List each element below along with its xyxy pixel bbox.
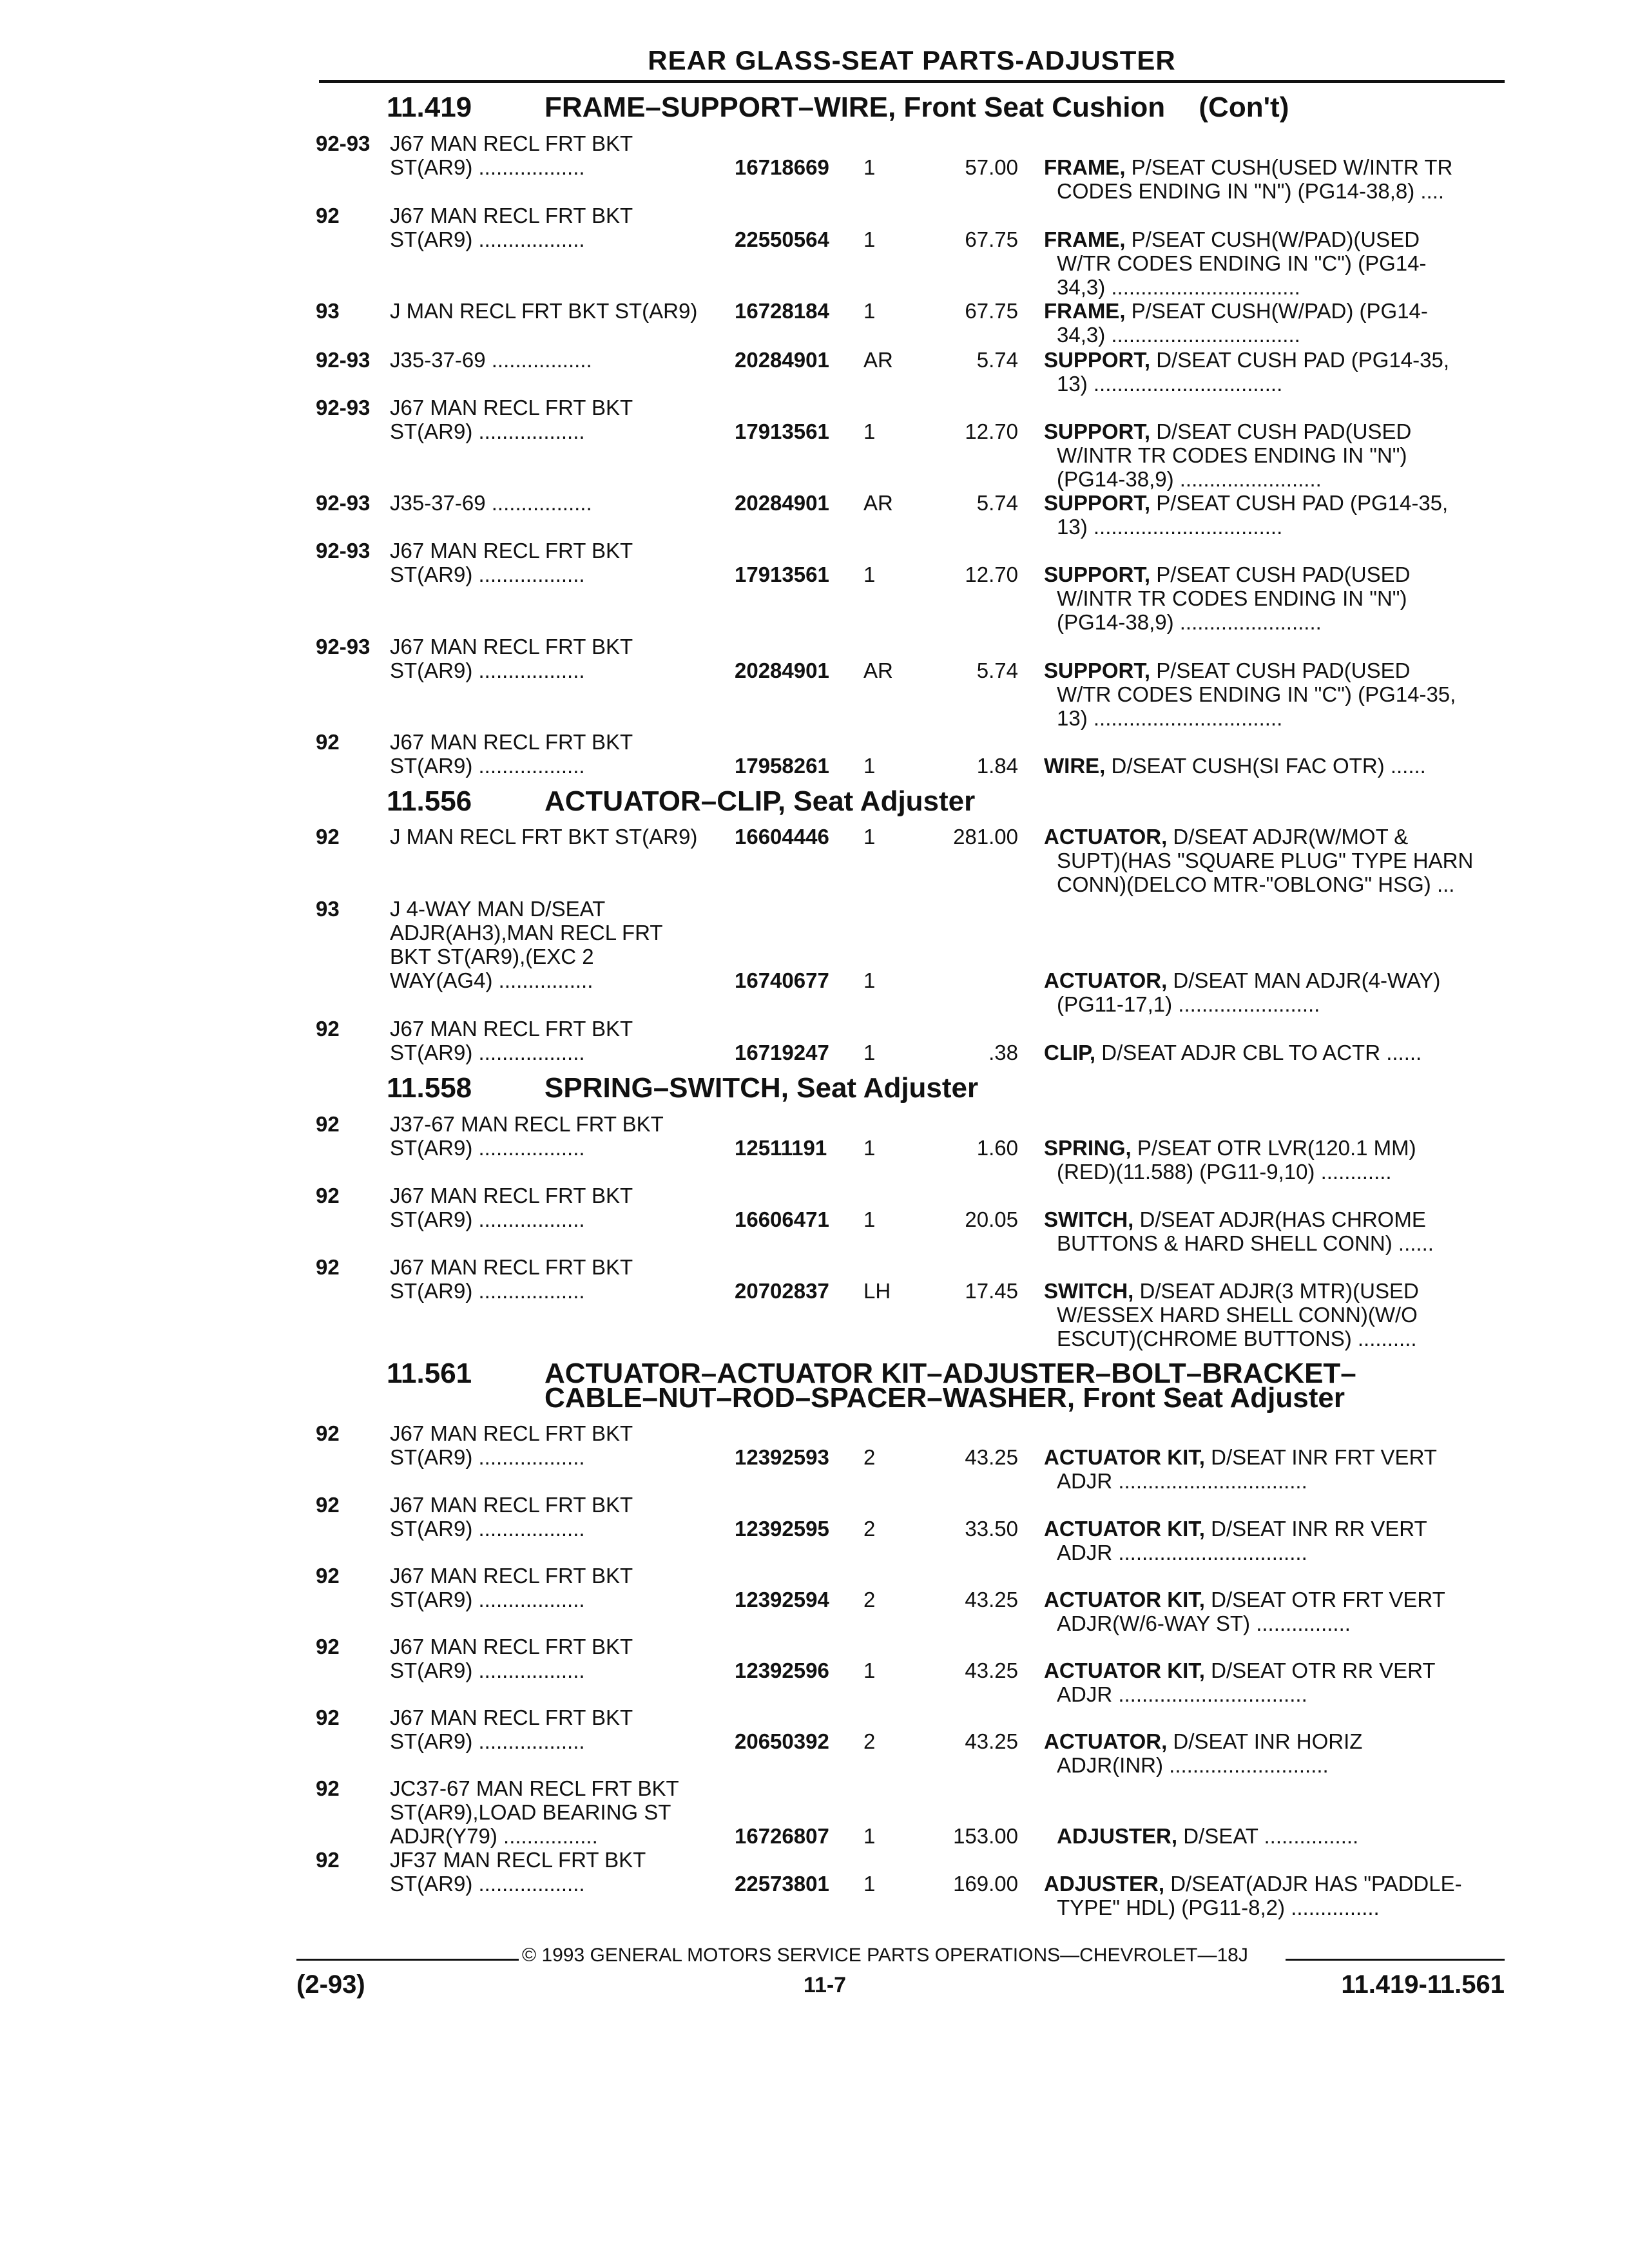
- section-title-line2: CABLE–NUT–ROD–SPACER–WASHER, Front Seat Adjuster: [545, 1382, 1345, 1414]
- description-line: SUPPORT, P/SEAT CUSH PAD(USED: [1044, 658, 1411, 682]
- description-line: ADJR(W/6-WAY ST) ................: [1057, 1611, 1351, 1635]
- section-title: SPRING–SWITCH, Seat Adjuster: [545, 1072, 979, 1104]
- description-line: SPRING, P/SEAT OTR LVR(120.1 MM): [1044, 1136, 1416, 1160]
- model-line: ST(AR9) ..................: [390, 1872, 585, 1896]
- quantity: 1: [863, 1872, 876, 1896]
- description-line: W/TR CODES ENDING IN "C") (PG14-35,: [1057, 682, 1456, 706]
- section-number: 11.558: [387, 1072, 472, 1104]
- part-name: FRAME,: [1044, 299, 1126, 323]
- header-rule: [319, 80, 1505, 83]
- part-description: [1044, 658, 1495, 730]
- description-line: TYPE" HDL) (PG11-8,2) ...............: [1057, 1896, 1380, 1919]
- description-line: ACTUATOR, D/SEAT INR HORIZ: [1044, 1729, 1363, 1753]
- model-line: ST(AR9) ..................: [390, 419, 585, 443]
- description-line: CODES ENDING IN "N") (PG14-38,8) ....: [1057, 179, 1445, 203]
- part-description: [1044, 1445, 1495, 1493]
- part-name: ADJUSTER,: [1044, 1872, 1165, 1896]
- model-year: 92: [316, 1493, 340, 1517]
- description-line: SUPPORT, P/SEAT CUSH PAD (PG14-35,: [1044, 491, 1449, 515]
- description-line: ADJR ................................: [1057, 1541, 1307, 1564]
- part-name: ACTUATOR KIT,: [1044, 1588, 1205, 1611]
- description-line: ADJR ................................: [1057, 1682, 1307, 1706]
- description-line: 34,3) ................................: [1057, 275, 1300, 299]
- part-number: 16726807: [735, 1824, 829, 1848]
- price: 33.50: [965, 1517, 1018, 1541]
- description-line: 34,3) ................................: [1057, 323, 1300, 347]
- section-title: ACTUATOR–ACTUATOR KIT–ADJUSTER–BOLT–BRACKET–: [545, 1358, 1356, 1389]
- model-application: [390, 1776, 725, 1848]
- description-line: FRAME, P/SEAT CUSH(W/PAD) (PG14-: [1044, 299, 1428, 323]
- part-name: ACTUATOR,: [1044, 1729, 1168, 1753]
- model-line: ST(AR9) ..................: [390, 658, 585, 682]
- model-line: J MAN RECL FRT BKT ST(AR9): [390, 299, 698, 323]
- model-line: WAY(AG4) ................: [390, 968, 593, 992]
- description-line: BUTTONS & HARD SHELL CONN) ......: [1057, 1231, 1434, 1255]
- description-line: 13) ................................: [1057, 372, 1283, 396]
- model-line: J67 MAN RECL FRT BKT: [390, 204, 633, 227]
- part-description: [1044, 155, 1495, 203]
- description-line: SWITCH, D/SEAT ADJR(3 MTR)(USED: [1044, 1279, 1419, 1303]
- price: 5.74: [976, 348, 1018, 372]
- page-header-title: REAR GLASS-SEAT PARTS-ADJUSTER: [648, 45, 1176, 75]
- part-number: 17913561: [735, 562, 829, 586]
- part-description: [1044, 1207, 1495, 1255]
- model-application: [390, 825, 725, 849]
- part-name: ACTUATOR,: [1044, 968, 1168, 992]
- part-number: 16718669: [735, 155, 829, 179]
- model-application: [390, 1184, 725, 1231]
- quantity: 2: [863, 1445, 876, 1469]
- part-number: 20284901: [735, 658, 829, 682]
- description-line: ADJUSTER, D/SEAT ................: [1057, 1824, 1359, 1848]
- description-line: 13) ................................: [1057, 706, 1283, 730]
- quantity: LH: [863, 1279, 891, 1303]
- model-year: 92-93: [316, 539, 371, 562]
- model-year: 92: [316, 1112, 340, 1136]
- model-application: [390, 131, 725, 179]
- model-line: J67 MAN RECL FRT BKT: [390, 635, 633, 658]
- model-application: [390, 491, 725, 515]
- model-line: ST(AR9) ..................: [390, 1041, 585, 1064]
- part-description: [1044, 348, 1495, 396]
- section-title: [545, 91, 1289, 123]
- part-name: SUPPORT,: [1044, 419, 1151, 443]
- part-description: [1044, 227, 1495, 299]
- price: 1.84: [976, 754, 1018, 778]
- model-application: [390, 396, 725, 443]
- part-description: [1044, 825, 1495, 896]
- quantity: 1: [863, 1658, 876, 1682]
- part-name: ACTUATOR KIT,: [1044, 1658, 1205, 1682]
- part-name: SUPPORT,: [1044, 491, 1151, 515]
- part-number: 12392594: [735, 1588, 829, 1611]
- footer-page-number: 11-7: [803, 1973, 847, 1997]
- model-year: 92-93: [316, 396, 371, 419]
- price: 67.75: [965, 227, 1018, 251]
- price: .38: [988, 1041, 1018, 1064]
- part-number: 16604446: [735, 825, 829, 849]
- model-line: ST(AR9) ..................: [390, 1517, 585, 1541]
- description-line: ACTUATOR KIT, D/SEAT OTR FRT VERT: [1044, 1588, 1445, 1611]
- quantity: 1: [863, 1041, 876, 1064]
- part-name: ACTUATOR KIT,: [1044, 1517, 1205, 1541]
- model-line: J67 MAN RECL FRT BKT: [390, 1255, 633, 1279]
- model-line: ST(AR9) ..................: [390, 1207, 585, 1231]
- part-description: [1044, 491, 1495, 539]
- part-number: 20284901: [735, 348, 829, 372]
- description-line: SUPPORT, D/SEAT CUSH PAD (PG14-35,: [1044, 348, 1450, 372]
- quantity: AR: [863, 348, 893, 372]
- part-number: 16728184: [735, 299, 829, 323]
- model-line: ST(AR9) ..................: [390, 562, 585, 586]
- model-year: 92: [316, 1706, 340, 1729]
- model-line: BKT ST(AR9),(EXC 2: [390, 945, 594, 968]
- part-name: SPRING,: [1044, 1136, 1132, 1160]
- part-number: 20650392: [735, 1729, 829, 1753]
- footer-section-range: 11.419-11.561: [1341, 1970, 1505, 1999]
- quantity: 1: [863, 299, 876, 323]
- part-number: 16606471: [735, 1207, 829, 1231]
- price: 1.60: [976, 1136, 1018, 1160]
- model-line: J67 MAN RECL FRT BKT: [390, 396, 633, 419]
- price: 12.70: [965, 562, 1018, 586]
- description-line: (PG11-17,1) ........................: [1057, 992, 1320, 1016]
- model-year: 92: [316, 1776, 340, 1800]
- model-line: JC37-67 MAN RECL FRT BKT: [390, 1776, 679, 1800]
- part-number: 22573801: [735, 1872, 829, 1896]
- description-line: ACTUATOR KIT, D/SEAT INR RR VERT: [1044, 1517, 1427, 1541]
- model-line: J67 MAN RECL FRT BKT: [390, 1564, 633, 1588]
- description-line: (PG14-38,9) ........................: [1057, 467, 1322, 491]
- part-name: ACTUATOR,: [1044, 825, 1168, 849]
- description-line: [1044, 1776, 1495, 1800]
- model-year: 92: [316, 1017, 340, 1041]
- part-description: [1044, 1658, 1495, 1706]
- quantity: 1: [863, 754, 876, 778]
- part-name: CLIP,: [1044, 1041, 1096, 1064]
- price: 281.00: [953, 825, 1018, 849]
- description-line: FRAME, P/SEAT CUSH(USED W/INTR TR: [1044, 155, 1453, 179]
- model-application: [390, 1706, 725, 1753]
- price: 5.74: [976, 491, 1018, 515]
- price: 43.25: [965, 1445, 1018, 1469]
- quantity: 1: [863, 155, 876, 179]
- quantity: 1: [863, 825, 876, 849]
- part-description: [1044, 968, 1495, 1016]
- part-name: SWITCH,: [1044, 1207, 1134, 1231]
- model-line: J37-67 MAN RECL FRT BKT: [390, 1112, 664, 1136]
- model-application: [390, 1255, 725, 1303]
- model-year: 92: [316, 1421, 340, 1445]
- part-number: 22550564: [735, 227, 829, 251]
- part-number: 16719247: [735, 1041, 829, 1064]
- part-number: 12392595: [735, 1517, 829, 1541]
- part-name: ACTUATOR KIT,: [1044, 1445, 1205, 1469]
- section-title: ACTUATOR–CLIP, Seat Adjuster: [545, 785, 976, 817]
- part-name: FRAME,: [1044, 155, 1126, 179]
- description-line: (PG14-38,9) ........................: [1057, 610, 1322, 634]
- description-line: ACTUATOR, D/SEAT ADJR(W/MOT &: [1044, 825, 1409, 849]
- model-line: ST(AR9) ..................: [390, 1445, 585, 1469]
- section-title-text: FRAME–SUPPORT–WIRE, Front Seat Cushion: [545, 91, 1166, 123]
- model-line: J35-37-69 .................: [390, 348, 592, 372]
- model-line: J67 MAN RECL FRT BKT: [390, 1017, 633, 1041]
- part-description: [1044, 562, 1495, 634]
- price: 153.00: [953, 1824, 1018, 1848]
- part-description: [1044, 1279, 1495, 1350]
- model-line: J67 MAN RECL FRT BKT: [390, 1421, 633, 1445]
- part-description: [1044, 754, 1495, 778]
- description-line: CONN)(DELCO MTR-"OBLONG" HSG) ...: [1057, 872, 1455, 896]
- part-name: FRAME,: [1044, 227, 1126, 251]
- model-line: JF37 MAN RECL FRT BKT: [390, 1848, 646, 1872]
- price: 43.25: [965, 1588, 1018, 1611]
- model-line: J67 MAN RECL FRT BKT: [390, 1635, 633, 1658]
- part-name: WIRE,: [1044, 754, 1106, 778]
- part-description: [1044, 1041, 1495, 1064]
- model-application: [390, 1564, 725, 1611]
- price: 67.75: [965, 299, 1018, 323]
- model-year: 92: [316, 1184, 340, 1207]
- part-description: [1044, 1136, 1495, 1184]
- quantity: 1: [863, 562, 876, 586]
- footer-copyright: © 1993 GENERAL MOTORS SERVICE PARTS OPERATIONS—CHEVROLET—18J: [522, 1945, 1248, 1966]
- footer-rule-left: [296, 1959, 519, 1961]
- part-description: [1044, 299, 1495, 347]
- part-description: [1044, 1517, 1495, 1564]
- description-line: ACTUATOR KIT, D/SEAT OTR RR VERT: [1044, 1658, 1436, 1682]
- model-line: J MAN RECL FRT BKT ST(AR9): [390, 825, 698, 849]
- description-line: [1044, 1800, 1495, 1824]
- model-year: 92-93: [316, 131, 371, 155]
- model-year: 92: [316, 204, 340, 227]
- part-description: [1044, 1872, 1495, 1919]
- model-application: [390, 1112, 725, 1160]
- model-application: [390, 1493, 725, 1541]
- part-number: 17958261: [735, 754, 829, 778]
- description-line: SUPPORT, P/SEAT CUSH PAD(USED: [1044, 562, 1411, 586]
- model-application: [390, 897, 725, 992]
- description-line: 13) ................................: [1057, 515, 1283, 539]
- description-line: ADJUSTER, D/SEAT(ADJR HAS "PADDLE-: [1044, 1872, 1462, 1896]
- model-year: 92: [316, 1255, 340, 1279]
- quantity: 1: [863, 1207, 876, 1231]
- model-year: 92: [316, 1564, 340, 1588]
- section-title-suffix: (Con't): [1199, 91, 1289, 123]
- description-line: SUPT)(HAS "SQUARE PLUG" TYPE HARN: [1057, 849, 1474, 872]
- model-line: ST(AR9) ..................: [390, 1658, 585, 1682]
- section-number: 11.561: [387, 1358, 472, 1389]
- description-line: (RED)(11.588) (PG11-9,10) ............: [1057, 1160, 1392, 1184]
- quantity: 2: [863, 1517, 876, 1541]
- model-application: [390, 348, 725, 372]
- part-description: [1044, 1776, 1495, 1848]
- model-line: ADJR(AH3),MAN RECL FRT: [390, 921, 663, 945]
- model-year: 92-93: [316, 491, 371, 515]
- quantity: 1: [863, 419, 876, 443]
- part-number: 12392593: [735, 1445, 829, 1469]
- quantity: 2: [863, 1729, 876, 1753]
- price: 169.00: [953, 1872, 1018, 1896]
- description-line: SUPPORT, D/SEAT CUSH PAD(USED: [1044, 419, 1412, 443]
- model-line: ST(AR9) ..................: [390, 1136, 585, 1160]
- footer-rule-right: [1286, 1959, 1505, 1961]
- description-line: ACTUATOR, D/SEAT MAN ADJR(4-WAY): [1044, 968, 1441, 992]
- part-name: SUPPORT,: [1044, 658, 1151, 682]
- model-line: ST(AR9) ..................: [390, 227, 585, 251]
- model-application: [390, 299, 725, 323]
- price: 57.00: [965, 155, 1018, 179]
- model-application: [390, 1635, 725, 1682]
- model-line: ST(AR9) ..................: [390, 754, 585, 778]
- part-number: 20702837: [735, 1279, 829, 1303]
- description-line: W/ESSEX HARD SHELL CONN)(W/O: [1057, 1303, 1418, 1327]
- part-name: SUPPORT,: [1044, 348, 1151, 372]
- model-line: ST(AR9) ..................: [390, 1729, 585, 1753]
- description-line: ESCUT)(CHROME BUTTONS) ..........: [1057, 1327, 1417, 1350]
- part-number: 17913561: [735, 419, 829, 443]
- model-line: J67 MAN RECL FRT BKT: [390, 539, 633, 562]
- description-line: W/TR CODES ENDING IN "C") (PG14-: [1057, 251, 1427, 275]
- description-line: ACTUATOR KIT, D/SEAT INR FRT VERT: [1044, 1445, 1437, 1469]
- description-line: SWITCH, D/SEAT ADJR(HAS CHROME: [1044, 1207, 1426, 1231]
- part-name: SUPPORT,: [1044, 562, 1151, 586]
- model-line: J67 MAN RECL FRT BKT: [390, 730, 633, 754]
- quantity: 1: [863, 968, 876, 992]
- model-application: [390, 204, 725, 251]
- price: 17.45: [965, 1279, 1018, 1303]
- price: 43.25: [965, 1658, 1018, 1682]
- price: 20.05: [965, 1207, 1018, 1231]
- description-line: WIRE, D/SEAT CUSH(SI FAC OTR) ......: [1044, 754, 1426, 778]
- part-name: ADJUSTER,: [1057, 1824, 1178, 1848]
- price: 43.25: [965, 1729, 1018, 1753]
- description-line: ADJR(INR) ...........................: [1057, 1753, 1329, 1777]
- model-line: ST(AR9),LOAD BEARING ST: [390, 1800, 671, 1824]
- model-year: 92: [316, 1635, 340, 1658]
- section-number: 11.419: [387, 91, 472, 123]
- model-line: J35-37-69 .................: [390, 491, 592, 515]
- model-application: [390, 539, 725, 586]
- model-line: ST(AR9) ..................: [390, 1588, 585, 1611]
- model-application: [390, 635, 725, 682]
- section-number: 11.556: [387, 785, 472, 817]
- footer-date: (2-93): [296, 1970, 365, 1999]
- price: 12.70: [965, 419, 1018, 443]
- model-year: 92-93: [316, 635, 371, 658]
- model-year: 93: [316, 897, 340, 921]
- part-description: [1044, 1729, 1495, 1777]
- quantity: 1: [863, 1824, 876, 1848]
- description-line: CLIP, D/SEAT ADJR CBL TO ACTR ......: [1044, 1041, 1422, 1064]
- model-year: 93: [316, 299, 340, 323]
- part-number: 12392596: [735, 1658, 829, 1682]
- model-year: 92: [316, 1848, 340, 1872]
- model-line: J67 MAN RECL FRT BKT: [390, 131, 633, 155]
- model-line: ST(AR9) ..................: [390, 155, 585, 179]
- quantity: 2: [863, 1588, 876, 1611]
- description-line: W/INTR TR CODES ENDING IN "N"): [1057, 586, 1407, 610]
- part-description: [1044, 419, 1495, 491]
- part-name: SWITCH,: [1044, 1279, 1134, 1303]
- model-year: 92-93: [316, 348, 371, 372]
- part-number: 16740677: [735, 968, 829, 992]
- quantity: AR: [863, 658, 893, 682]
- description-line: ADJR ................................: [1057, 1469, 1307, 1493]
- model-line: J67 MAN RECL FRT BKT: [390, 1706, 633, 1729]
- part-number: 12511191: [735, 1136, 827, 1160]
- model-year: 92: [316, 730, 340, 754]
- description-line: FRAME, P/SEAT CUSH(W/PAD)(USED: [1044, 227, 1420, 251]
- model-line: ADJR(Y79) ................: [390, 1824, 598, 1848]
- model-line: J67 MAN RECL FRT BKT: [390, 1493, 633, 1517]
- description-line: W/INTR TR CODES ENDING IN "N"): [1057, 443, 1407, 467]
- model-application: [390, 1848, 725, 1896]
- model-line: J 4-WAY MAN D/SEAT: [390, 897, 606, 921]
- price: 5.74: [976, 658, 1018, 682]
- part-description: [1044, 1588, 1495, 1635]
- model-application: [390, 1421, 725, 1469]
- model-line: J67 MAN RECL FRT BKT: [390, 1184, 633, 1207]
- quantity: AR: [863, 491, 893, 515]
- quantity: 1: [863, 227, 876, 251]
- model-application: [390, 1017, 725, 1064]
- part-number: 20284901: [735, 491, 829, 515]
- model-line: ST(AR9) ..................: [390, 1279, 585, 1303]
- model-application: [390, 730, 725, 778]
- model-year: 92: [316, 825, 340, 849]
- quantity: 1: [863, 1136, 876, 1160]
